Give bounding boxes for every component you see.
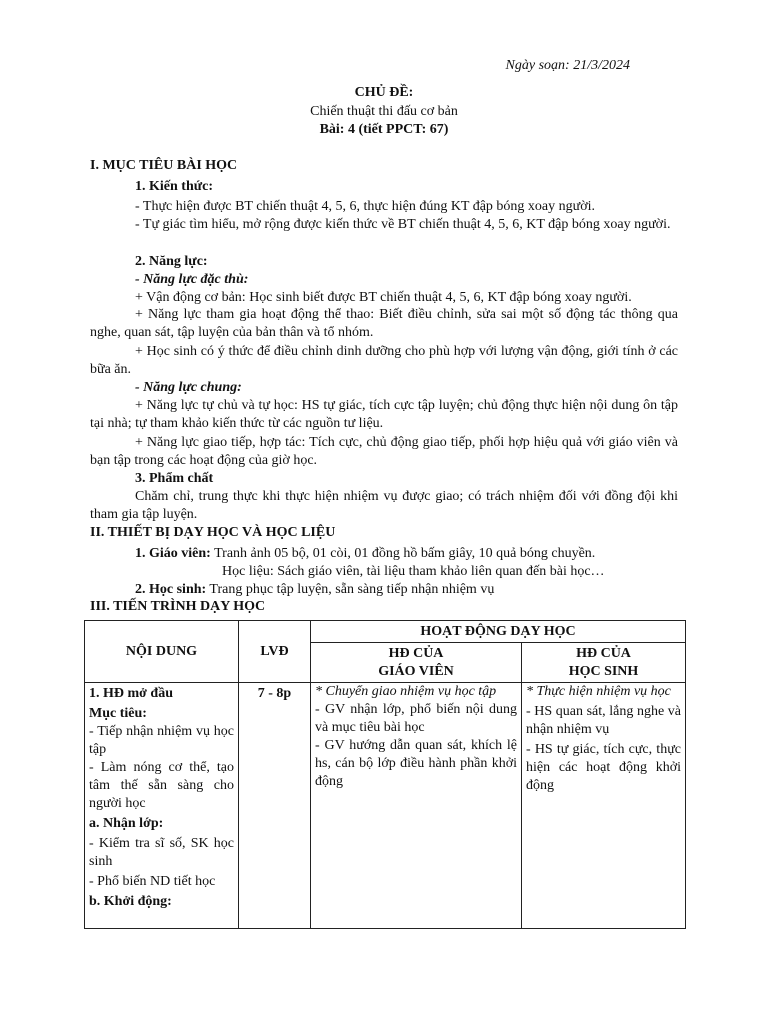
activity-table [84,620,686,929]
header-teacher-line-1: HĐ CỦA [388,645,444,661]
teacher-equipment-label: 1. Giáo viên: [135,546,211,561]
row-content-cell [85,683,239,929]
prepared-date: Ngày soạn: 21/3/2024 [505,58,630,73]
specific-ability-1: + Vận động cơ bản: Học sinh biết được BT chiến thuật 4, 5, 6, KT đập bóng xoay người. [135,290,632,305]
header-activity: HOẠT ĐỘNG DẠY HỌC [311,621,686,643]
general-ability-title: - Năng lực chung: [135,380,242,395]
teacher-equipment [135,545,723,563]
student-equipment-text: Trang phục tập luyện, sẵn sàng tiếp nhận nhiệm vụ [206,582,495,597]
class-intake-item-2: - Phổ biến ND tiết học [89,874,216,889]
learning-materials: Học liệu: Sách giáo viên, tài liệu tham khảo liên quan đến bài học… [222,564,605,579]
knowledge-item-1: - Thực hiện được BT chiến thuật 4, 5, 6, thực hiện đúng KT đập bóng xoay người. [135,199,596,214]
row-teacher-cell [311,683,522,929]
knowledge-item-2: - Tự giác tìm hiểu, mở rộng được kiến thức về BT chiến thuật 4, 5, 6, KT đập bóng xoay người. [135,217,671,232]
ability-title: 2. Năng lực: [135,254,208,269]
teacher-task-title: * Chuyển giao nhiệm vụ học tập [315,684,497,699]
table-row [85,683,686,929]
section-1-title: I. MỤC TIÊU BÀI HỌC [90,158,238,173]
student-task-1: - HS quan sát, lắng nghe và nhận nhiệm vụ [526,704,681,737]
header-teacher [311,643,522,683]
student-task-title: * Thực hiện nhiệm vụ học [526,684,671,699]
student-equipment [135,581,723,599]
topic-title: Chiến thuật thi đấu cơ bản [310,104,458,119]
row-student-cell [522,683,686,929]
goal-item-2: - Làm nóng cơ thể, tạo tâm thế sẵn sàng cho người học [89,760,234,811]
teacher-task-1: - GV nhận lớp, phổ biến nội dung và mục tiêu bài học [315,702,517,735]
specific-ability-2: + Năng lực tham gia hoạt động thể thao: Biết điều chỉnh, sửa sai một số động tác thông qua nghe, quan sát, tập luyện của bản thân và tổ nhóm. [90,307,678,340]
quality-title: 3. Phẩm chất [135,471,214,486]
header-student-line-2: HỌC SINH [568,663,639,679]
topic-label: CHỦ ĐỀ: [354,85,414,100]
quality-item-1: Chăm chỉ, trung thực khi thực hiện nhiệm vụ được giao; có trách nhiệm đối với đồng đội khi tham gia tập luyện. [90,489,678,522]
header-teacher-line-2: GIÁO VIÊN [378,663,454,679]
specific-ability-title: - Năng lực đặc thù: [135,272,249,287]
student-equipment-label: 2. Học sinh: [135,582,207,597]
section-3-title: III. TIẾN TRÌNH DẠY HỌC [90,599,266,614]
class-intake-item-1: - Kiểm tra sĩ số, SK học sinh [89,836,234,869]
section-2-title: II. THIẾT BỊ DẠY HỌC VÀ HỌC LIỆU [90,525,336,540]
opening-activity-title: 1. HĐ mở đầu [89,686,173,701]
header-time: LVĐ [239,621,311,683]
student-task-2: - HS tự giác, tích cực, thực hiện các hoạt động khởi động [526,742,681,793]
goal-item-1: - Tiếp nhận nhiệm vụ học tập [89,724,234,757]
general-ability-1: + Năng lực tự chủ và tự học: HS tự giác, tích cực tập luyện; chủ động thực hiện nội dung ôn tập tại nhà; tự tham khảo kiến thức từ các nguồn tư liệu. [90,398,678,431]
lesson-title: Bài: 4 (tiết PPCT: 67) [319,122,449,137]
row-time-cell [239,683,311,929]
knowledge-title: 1. Kiến thức: [135,179,214,194]
class-intake-title: a. Nhận lớp: [89,816,164,831]
time-value: 7 - 8p [257,686,292,701]
header-content: NỘI DUNG [85,621,239,683]
header-student [522,643,686,683]
teacher-equipment-text: Tranh ảnh 05 bộ, 01 còi, 01 đồng hồ bấm giây, 10 quả bóng chuyền. [210,546,596,561]
teacher-task-2: - GV hướng dẫn quan sát, khích lệ hs, cán bộ lớp điều hành phần khởi động [315,738,517,789]
goal-title: Mục tiêu: [89,706,147,721]
general-ability-2: + Năng lực giao tiếp, hợp tác: Tích cực, chủ động giao tiếp, phối hợp hiệu quả với giáo viên và bạn tập trong các hoạt động của giờ học. [90,435,678,468]
header-student-line-1: HĐ CỦA [576,645,631,661]
specific-ability-3: + Học sinh có ý thức để điều chỉnh dinh dưỡng cho phù hợp với lượng vận động, giới tính ở các bữa ăn. [90,344,678,377]
warmup-title: b. Khởi động: [89,894,172,909]
